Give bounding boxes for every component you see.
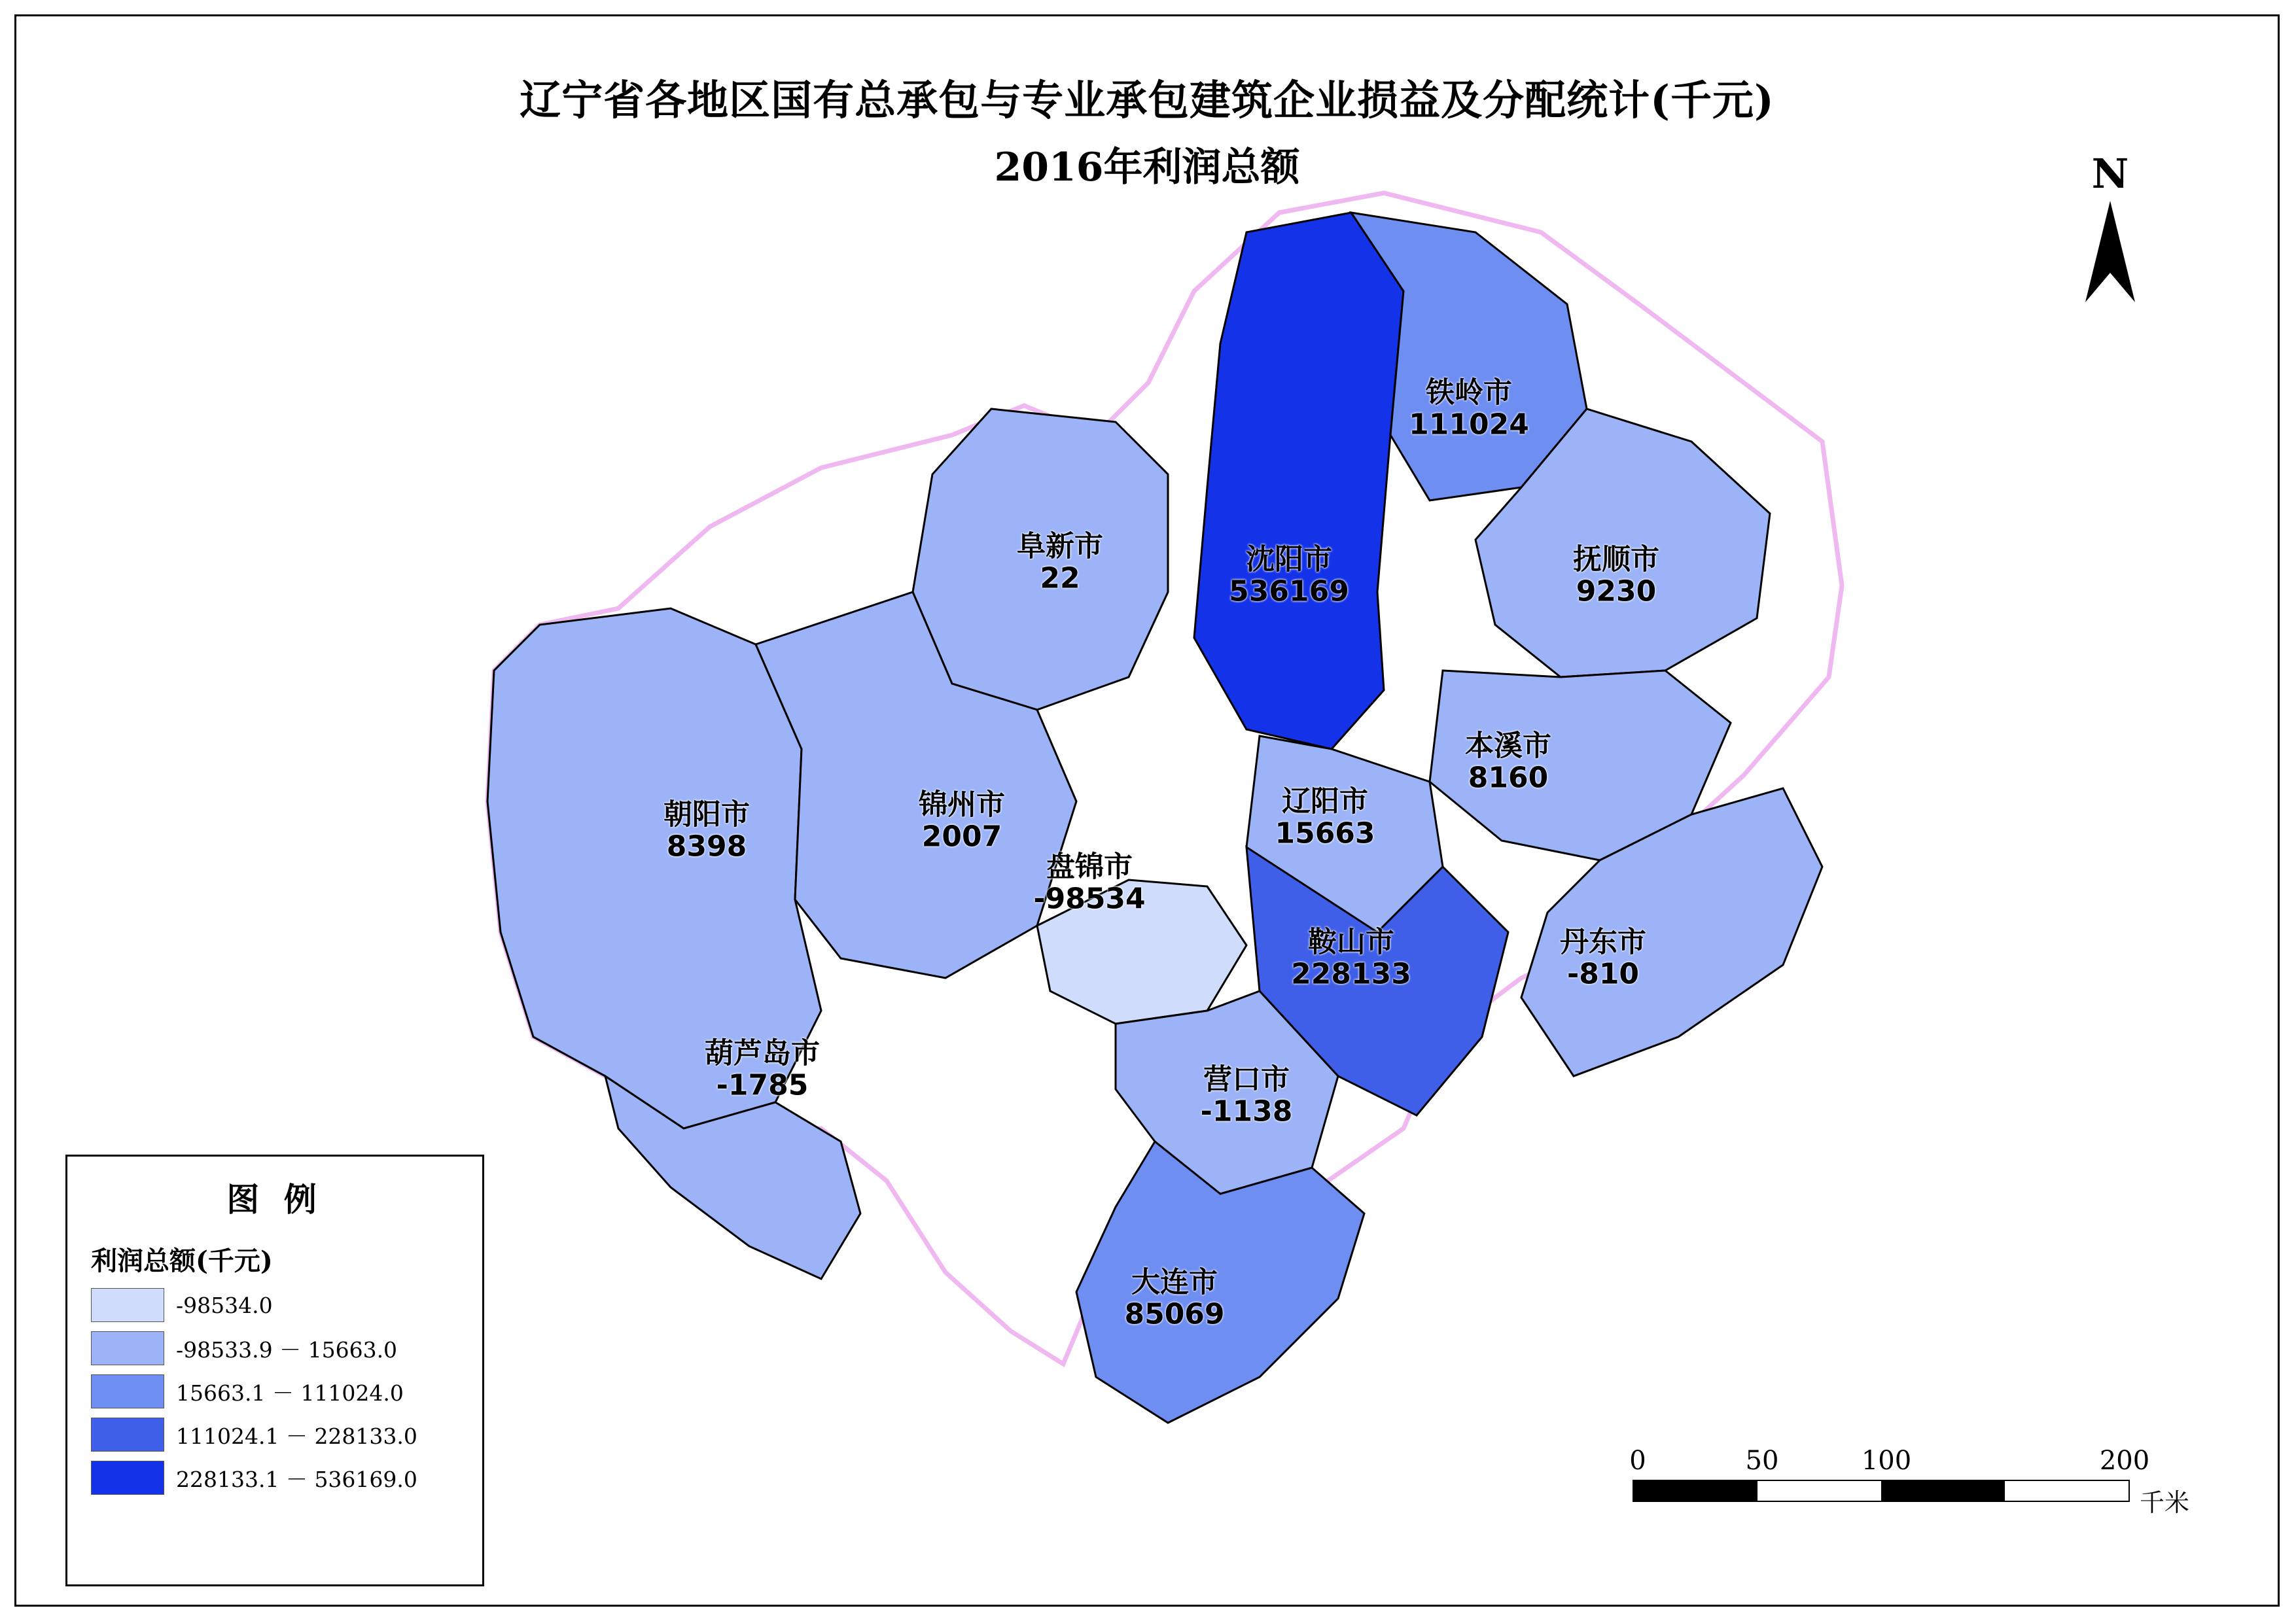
map-label-fuxin: 阜新市 22: [1017, 529, 1103, 595]
north-arrow: [2064, 150, 2156, 324]
legend-label-3: 15663.1 － 111024.0: [176, 1380, 404, 1406]
legend-item: [91, 1331, 482, 1365]
legend-subtitle: 利润总额(千元): [91, 1246, 273, 1276]
map-label-shenyang: 沈阳市 536169: [1229, 542, 1349, 608]
map-label-jinzhou: 锦州市 2007: [919, 788, 1005, 854]
map-label-anshan: 鞍山市 228133: [1291, 925, 1411, 991]
legend: [65, 1155, 484, 1586]
scale-tick-0: 0: [1629, 1446, 1646, 1476]
region-shenyang: [1194, 213, 1404, 749]
legend-title: 图 例: [226, 1180, 323, 1219]
legend-swatch-5: [91, 1461, 164, 1495]
legend-label-5: 228133.1 － 536169.0: [176, 1466, 417, 1492]
legend-label-1: -98534.0: [176, 1292, 273, 1318]
legend-item: [91, 1288, 482, 1322]
map-label-benxi: 本溪市 8160: [1465, 729, 1551, 795]
scalebar-ticks: [1629, 1446, 2156, 1480]
map-label-fushun: 抚顺市 9230: [1573, 542, 1659, 608]
map-frame: [14, 14, 2280, 1607]
scale-tick-50: 50: [1745, 1446, 1779, 1476]
page-title: 辽宁省各地区国有总承包与专业承包建筑企业损益及分配统计(千元): [520, 76, 1775, 124]
legend-swatch-2: [91, 1331, 164, 1365]
legend-item: [91, 1461, 482, 1495]
map-label-huludao: 葫芦岛市 -1785: [705, 1036, 820, 1102]
map-label-yingkou: 营口市 -1138: [1200, 1062, 1293, 1128]
scalebar-unit: 千米: [2140, 1488, 2190, 1517]
page-subtitle: 2016年利润总额: [994, 145, 1300, 190]
scale-tick-200: 200: [2099, 1446, 2150, 1476]
map-label-liaoyang: 辽阳市 15663: [1275, 784, 1375, 850]
north-arrow-icon: [2064, 194, 2156, 312]
legend-item: [91, 1418, 482, 1452]
legend-swatch-4: [91, 1418, 164, 1452]
legend-swatch-1: [91, 1288, 164, 1322]
map-label-dalian: 大连市 85069: [1124, 1265, 1225, 1331]
legend-swatch-3: [91, 1374, 164, 1408]
legend-item: [91, 1374, 482, 1408]
map-label-dandong: 丹东市 -810: [1560, 925, 1646, 991]
scalebar-graphic: [1633, 1480, 2130, 1502]
scalebar: [1629, 1446, 2190, 1517]
map-label-panjin: 盘锦市 -98534: [1033, 850, 1146, 916]
map-label-chaoyang: 朝阳市 8398: [663, 797, 750, 864]
north-arrow-label: N: [2091, 150, 2129, 198]
scale-tick-100: 100: [1861, 1446, 1912, 1476]
legend-label-2: -98533.9 － 15663.0: [176, 1336, 398, 1363]
legend-label-4: 111024.1 － 228133.0: [176, 1423, 417, 1449]
map-label-tieling: 铁岭市 111024: [1409, 375, 1529, 442]
